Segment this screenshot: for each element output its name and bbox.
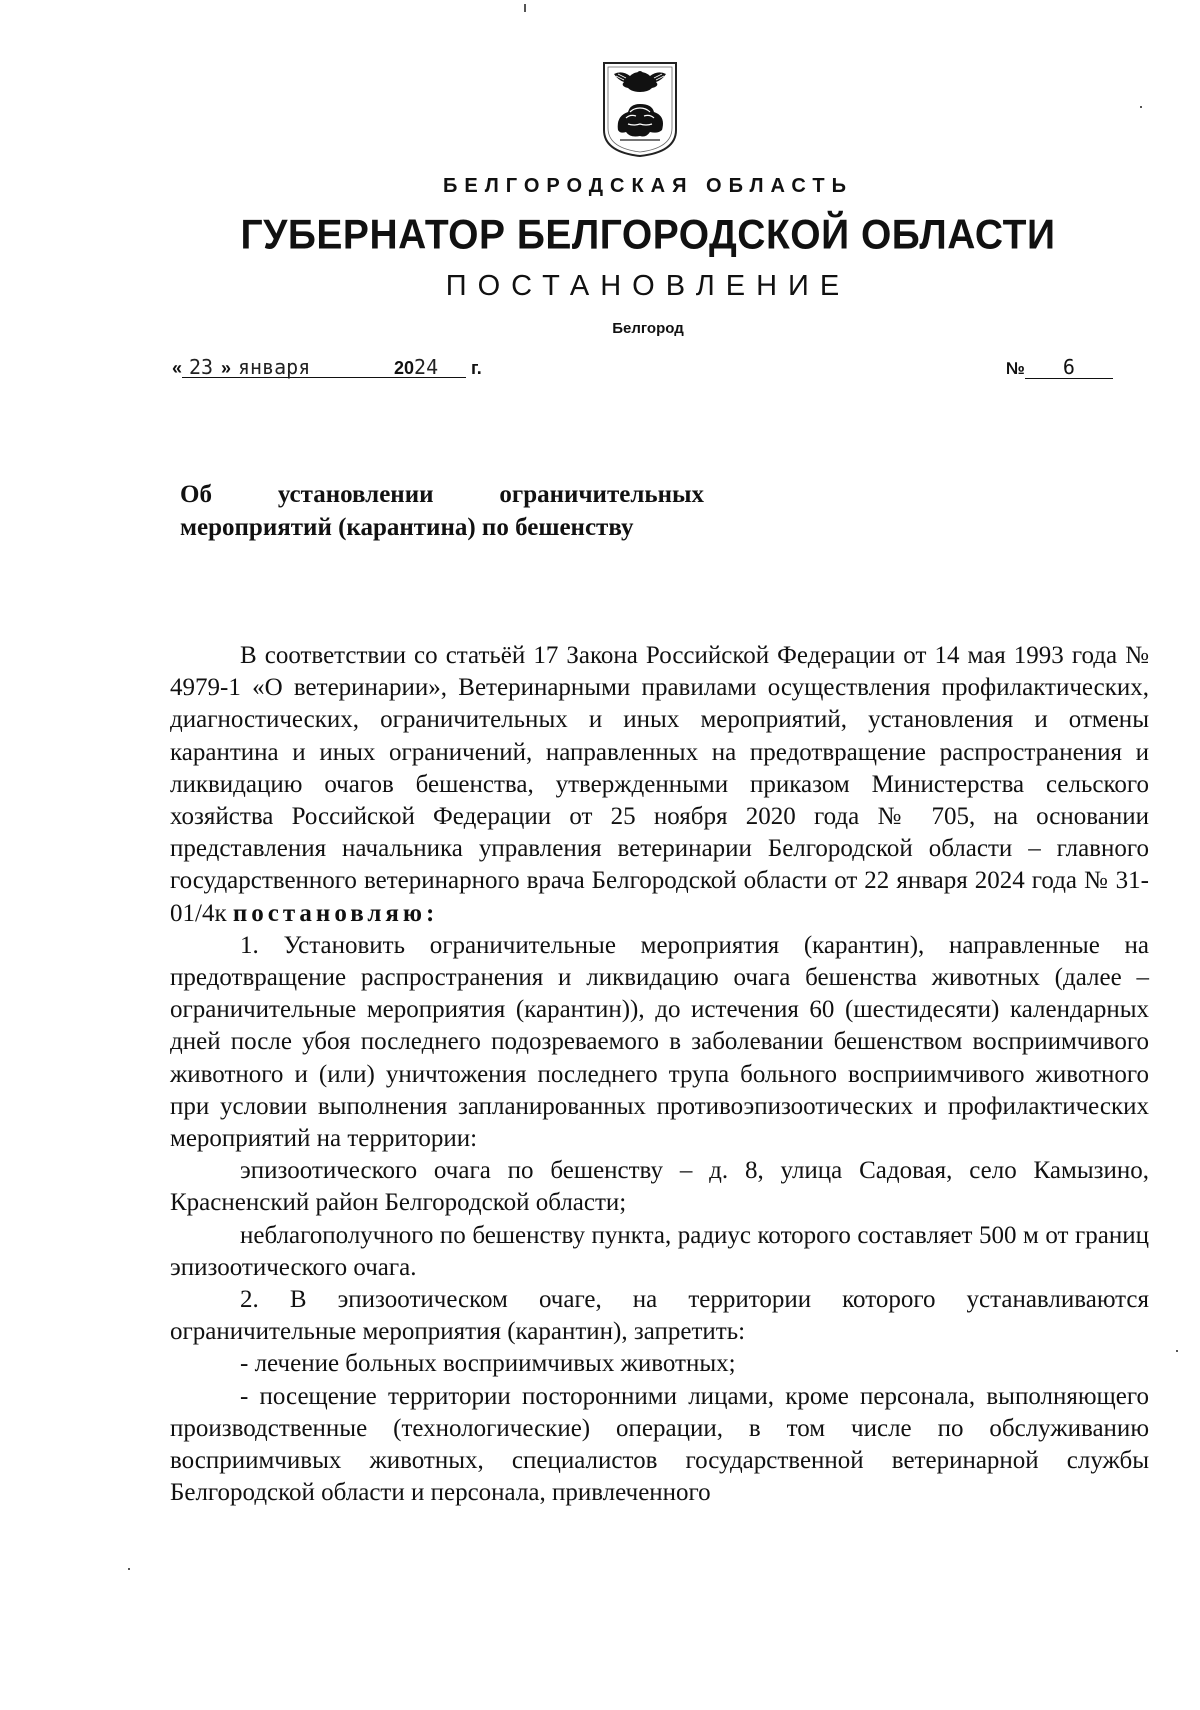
scan-speck bbox=[524, 4, 526, 12]
subject-word-1: Об bbox=[180, 481, 212, 508]
subject-word-2: установлении bbox=[277, 481, 434, 508]
number-value: 6 bbox=[1062, 355, 1075, 379]
item-1a-paragraph: эпизоотического очага по бешенству – д. 8, улица Садовая, село Камызино, Красненский район Белгородской области; bbox=[170, 1157, 1149, 1217]
item-2b-paragraph: - посещение территории посторонними лицами, кроме персонала, выполняющего производственные (технологические) операции, в том числе по обслуживанию восприимчивых животных, специалистов государственной ветеринарной службы Белгородской области и персонала, привлеченного bbox=[170, 1382, 1149, 1507]
subject-word-3: ограничительных bbox=[499, 481, 704, 508]
scan-speck bbox=[1140, 106, 1142, 108]
date-month bbox=[232, 355, 394, 379]
region-title: БЕЛГОРОДСКАЯ ОБЛАСТЬ bbox=[443, 175, 853, 197]
date-year-unit: г. bbox=[471, 358, 482, 378]
number-label: № bbox=[1006, 359, 1025, 378]
date-year-prefix: 20 bbox=[394, 358, 415, 378]
document-date bbox=[172, 355, 482, 379]
date-day bbox=[182, 355, 220, 379]
document-type: ПОСТАНОВЛЕНИЕ bbox=[445, 270, 851, 302]
decree-word: постановляю: bbox=[232, 899, 439, 927]
scan-speck bbox=[1176, 1350, 1178, 1352]
number-field bbox=[1025, 355, 1113, 379]
date-year bbox=[394, 355, 466, 379]
coat-of-arms-icon bbox=[600, 60, 680, 158]
date-year-suffix: 24 bbox=[414, 355, 439, 379]
item-1-paragraph: 1. Установить ограничительные мероприятия (карантин), направленные на предотвращение распространения и ликвидацию очага бешенства животных (далее – ограничительные мероприятия (карантин)), до истечения 60 (шестидесяти) календарных дней после убоя последнего подозреваемого в заболевании бешенством восприимчивого животного и (или) уничтожения последнего трупа больного восприимчивого животного при условии выполнения запланированных противоэпизоотических и профилактических мероприятий на территории: bbox=[170, 931, 1149, 1153]
date-open-quote: « bbox=[172, 358, 183, 378]
governor-title: ГУБЕРНАТОР БЕЛГОРОДСКОЙ ОБЛАСТИ bbox=[240, 212, 1056, 259]
city-name: Белгород bbox=[612, 320, 684, 337]
item-2a-paragraph: - лечение больных восприимчивых животных; bbox=[240, 1350, 736, 1378]
date-month-value: января bbox=[238, 355, 311, 379]
item-2-paragraph: 2. В эпизоотическом очаге, на территории которого устанавливаются ограничительные мероприятия (карантин), запретить: bbox=[170, 1286, 1149, 1346]
subject-line-2: мероприятий (карантина) по бешенству bbox=[180, 514, 634, 541]
preamble-text: В соответствии со статьёй 17 Закона Российской Федерации от 14 мая 1993 года № 4979-1 «О ветеринарии», Ветеринарными правилами осуществления профилактических, диагностических, ограничительных и иных мероприятий, установления и отмены карантина и иных ограничений, направленных на предотвращение распространения и ликвидацию очагов бешенства, утвержденными приказом Министерства сельского хозяйства Российской Федерации от 25 ноября 2020 года № 705, на основании представления начальника управления ветеринарии Белгородской области – главного государственного ветеринарного врача Белгородской области от 22 января 2024 года № 31-01/4к bbox=[170, 642, 1149, 927]
document-body bbox=[170, 640, 1149, 1509]
date-close-quote: » bbox=[221, 358, 232, 378]
scan-speck bbox=[128, 1568, 130, 1570]
preamble-paragraph bbox=[170, 640, 1149, 930]
date-day-value: 23 bbox=[188, 355, 214, 379]
subject-line-1 bbox=[180, 478, 704, 511]
item-1b-paragraph: неблагополучного по бешенству пункта, радиус которого составляет 500 м от границ эпизоотического очага. bbox=[170, 1221, 1149, 1281]
document-number bbox=[1006, 355, 1113, 379]
document-subject bbox=[180, 478, 704, 544]
